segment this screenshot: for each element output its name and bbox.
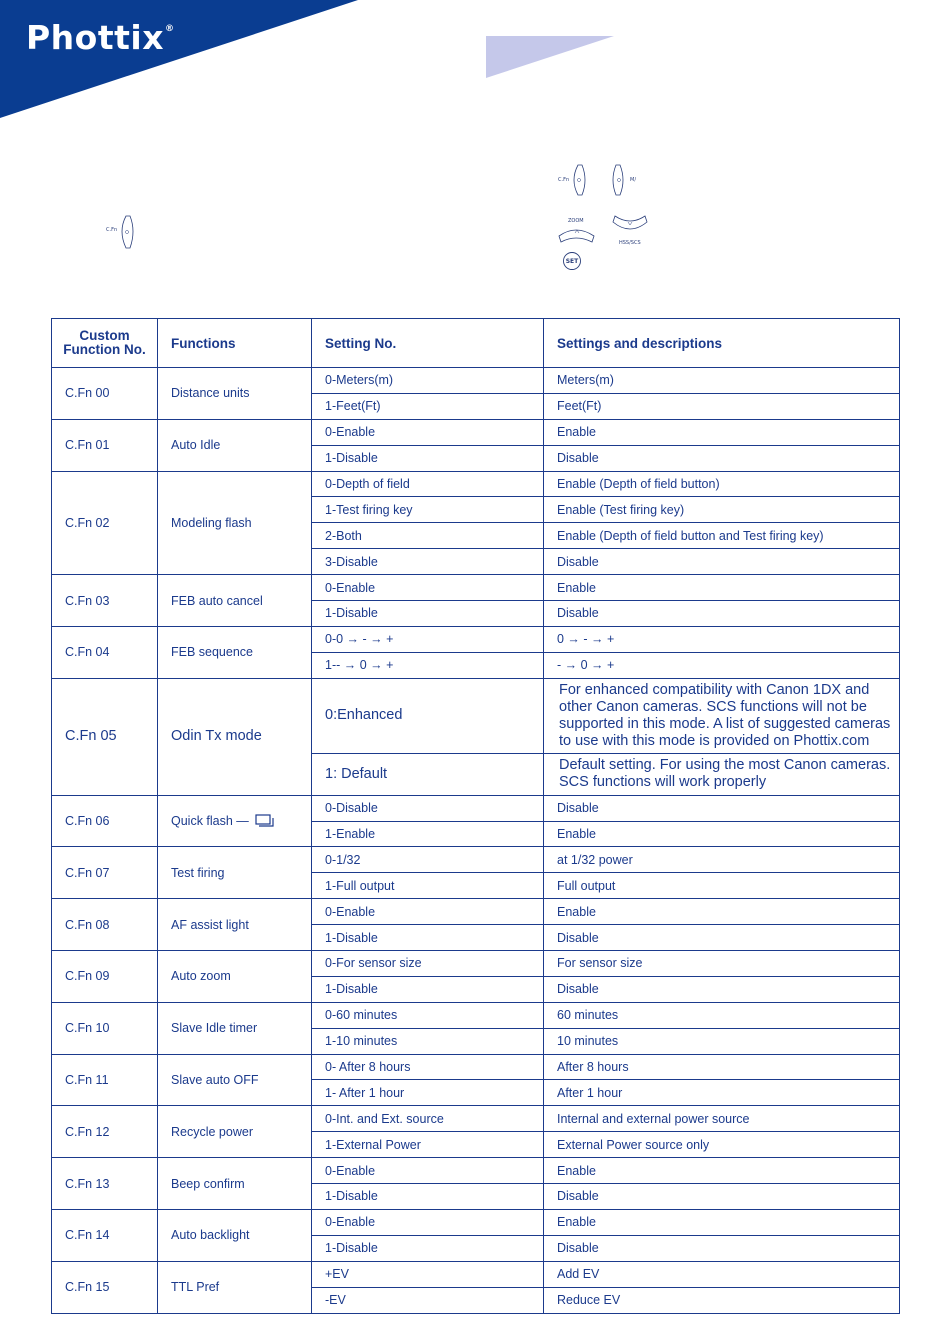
cfn-id: C.Fn 05 [52,678,158,795]
cfn-function-name: Beep confirm [158,1158,312,1210]
custom-functions-table [51,318,900,1314]
table-row [52,795,900,821]
cfn-function-name: Odin Tx mode [158,678,312,795]
table-row [52,1158,900,1184]
quick-flash-icon [255,814,275,828]
cfn-id: C.Fn 00 [52,368,158,420]
setting-no: 0-Enable [312,419,544,445]
setting-desc: Enable [544,1209,900,1235]
setting-no: 1-Disable [312,1184,544,1210]
table-row [52,1106,900,1132]
table-row [52,847,900,873]
cfn-function-name: Slave auto OFF [158,1054,312,1106]
svg-text:ZOOM: ZOOM [568,218,584,224]
setting-no: 1-Full output [312,873,544,899]
setting-no: 0-Meters(m) [312,368,544,394]
table-row [52,1054,900,1080]
setting-desc: Add EV [544,1261,900,1287]
table-row [52,1261,900,1287]
cfn-function-name: Slave Idle timer [158,1002,312,1054]
table-header-row [52,319,900,368]
cfn-function-name: Modeling flash [158,471,312,575]
cfn-function-name: FEB auto cancel [158,575,312,627]
brand-logo: Phottix® [26,18,175,57]
table-row [52,899,900,925]
cfn-function-name: Auto backlight [158,1209,312,1261]
setting-no: 0-Enable [312,1158,544,1184]
zoom-button-icon [556,214,598,246]
setting-no: 1-10 minutes [312,1028,544,1054]
cfn-id: C.Fn 10 [52,1002,158,1054]
setting-no: 0-Enable [312,575,544,601]
setting-no: 0-Int. and Ext. source [312,1106,544,1132]
setting-no: 0:Enhanced [312,678,544,753]
cfn-function-name: Test firing [158,847,312,899]
setting-no: 1-Disable [312,1235,544,1261]
cfn-function-name: AF assist light [158,899,312,951]
setting-desc: Internal and external power source [544,1106,900,1132]
header-functions: Functions [158,319,312,368]
setting-desc: Enable [544,419,900,445]
setting-desc: Disable [544,925,900,951]
table-row [52,1002,900,1028]
cfn-function-name: Auto zoom [158,951,312,1003]
setting-no: 1-Feet(Ft) [312,393,544,419]
cfn-id: C.Fn 12 [52,1106,158,1158]
setting-no: 0-0 → - → + [312,626,544,652]
setting-desc: Enable (Test firing key) [544,497,900,523]
setting-no: 1- After 1 hour [312,1080,544,1106]
cfn-id: C.Fn 02 [52,471,158,575]
cfn-id: C.Fn 13 [52,1158,158,1210]
setting-no: 0-60 minutes [312,1002,544,1028]
hss-scs-button-icon [610,212,650,248]
setting-desc: Reduce EV [544,1287,900,1313]
setting-desc: Disable [544,1184,900,1210]
setting-desc: Disable [544,1235,900,1261]
cfn-id: C.Fn 08 [52,899,158,951]
setting-no: 1-Disable [312,976,544,1002]
setting-desc: Disable [544,795,900,821]
setting-no: 0- After 8 hours [312,1054,544,1080]
cfn-id: C.Fn 01 [52,419,158,471]
page-tab-decoration [486,36,616,80]
setting-no: 0-1/32 [312,847,544,873]
setting-desc: After 8 hours [544,1054,900,1080]
header-custom-function: Custom Function No. [52,319,158,368]
setting-desc: at 1/32 power [544,847,900,873]
setting-no: 2-Both [312,523,544,549]
cfn-button-icon [104,213,140,251]
set-button-icon [561,250,583,272]
setting-no: 1-Disable [312,601,544,627]
table-row [52,678,900,753]
cfn-function-name: TTL Pref [158,1261,312,1313]
setting-desc: Enable (Depth of field button and Test firing key) [544,523,900,549]
setting-desc: External Power source only [544,1132,900,1158]
setting-desc: Meters(m) [544,368,900,394]
setting-no: -EV [312,1287,544,1313]
setting-desc: 0 → - → + [544,626,900,652]
svg-text:C.Fn: C.Fn [106,227,118,233]
table-row [52,471,900,497]
svg-text:C.Fn: C.Fn [558,177,570,183]
setting-no: 0-For sensor size [312,951,544,977]
setting-no: 1-Test firing key [312,497,544,523]
table-row [52,419,900,445]
setting-no: 1: Default [312,753,544,795]
setting-desc: Enable [544,575,900,601]
mf-button-icon [606,162,646,198]
cfn-id: C.Fn 14 [52,1209,158,1261]
table-row [52,575,900,601]
setting-desc: 60 minutes [544,1002,900,1028]
cfn-function-name: Quick flash — [158,795,312,847]
setting-no: +EV [312,1261,544,1287]
table-row [52,951,900,977]
setting-no: 0-Enable [312,1209,544,1235]
setting-no: 1-Enable [312,821,544,847]
cfn-id: C.Fn 15 [52,1261,158,1313]
cfn-function-name: Recycle power [158,1106,312,1158]
cfn-function-name: Distance units [158,368,312,420]
setting-desc: After 1 hour [544,1080,900,1106]
setting-desc: For enhanced compatibility with Canon 1DX and other Canon cameras. SCS functions will not be supported in this mode. A list of suggested cameras to use with this mode is provided on Phottix.com [544,678,900,753]
setting-no: 1-Disable [312,445,544,471]
setting-no: 1-External Power [312,1132,544,1158]
setting-desc: Enable [544,821,900,847]
setting-desc: Enable (Depth of field button) [544,471,900,497]
cfn-id: C.Fn 03 [52,575,158,627]
cfn-id: C.Fn 11 [52,1054,158,1106]
setting-no: 1-- → 0 → + [312,652,544,678]
setting-desc: Default setting. For using the most Canon cameras. SCS functions will work properly [544,753,900,795]
setting-no: 0-Disable [312,795,544,821]
svg-text:SET: SET [565,258,579,265]
setting-no: 0-Depth of field [312,471,544,497]
cfn-function-name: FEB sequence [158,626,312,678]
cfn-function-name: Auto Idle [158,419,312,471]
header-setting-no: Setting No. [312,319,544,368]
table-row [52,368,900,394]
cfn-id: C.Fn 09 [52,951,158,1003]
setting-desc: 10 minutes [544,1028,900,1054]
cfn-id: C.Fn 04 [52,626,158,678]
header-settings-descriptions: Settings and descriptions [544,319,900,368]
cfn-left-button-icon [556,162,592,198]
setting-desc: - → 0 → + [544,652,900,678]
svg-text:HSS/SCS: HSS/SCS [619,240,641,246]
setting-desc: For sensor size [544,951,900,977]
setting-desc: Feet(Ft) [544,393,900,419]
setting-desc: Enable [544,899,900,925]
svg-text:M/: M/ [630,177,636,183]
setting-desc: Disable [544,976,900,1002]
setting-no: 0-Enable [312,899,544,925]
table-row [52,1209,900,1235]
setting-desc: Enable [544,1158,900,1184]
setting-desc: Disable [544,601,900,627]
setting-desc: Full output [544,873,900,899]
setting-no: 1-Disable [312,925,544,951]
setting-desc: Disable [544,549,900,575]
setting-no: 3-Disable [312,549,544,575]
cfn-id: C.Fn 06 [52,795,158,847]
cfn-id: C.Fn 07 [52,847,158,899]
table-row [52,626,900,652]
setting-desc: Disable [544,445,900,471]
